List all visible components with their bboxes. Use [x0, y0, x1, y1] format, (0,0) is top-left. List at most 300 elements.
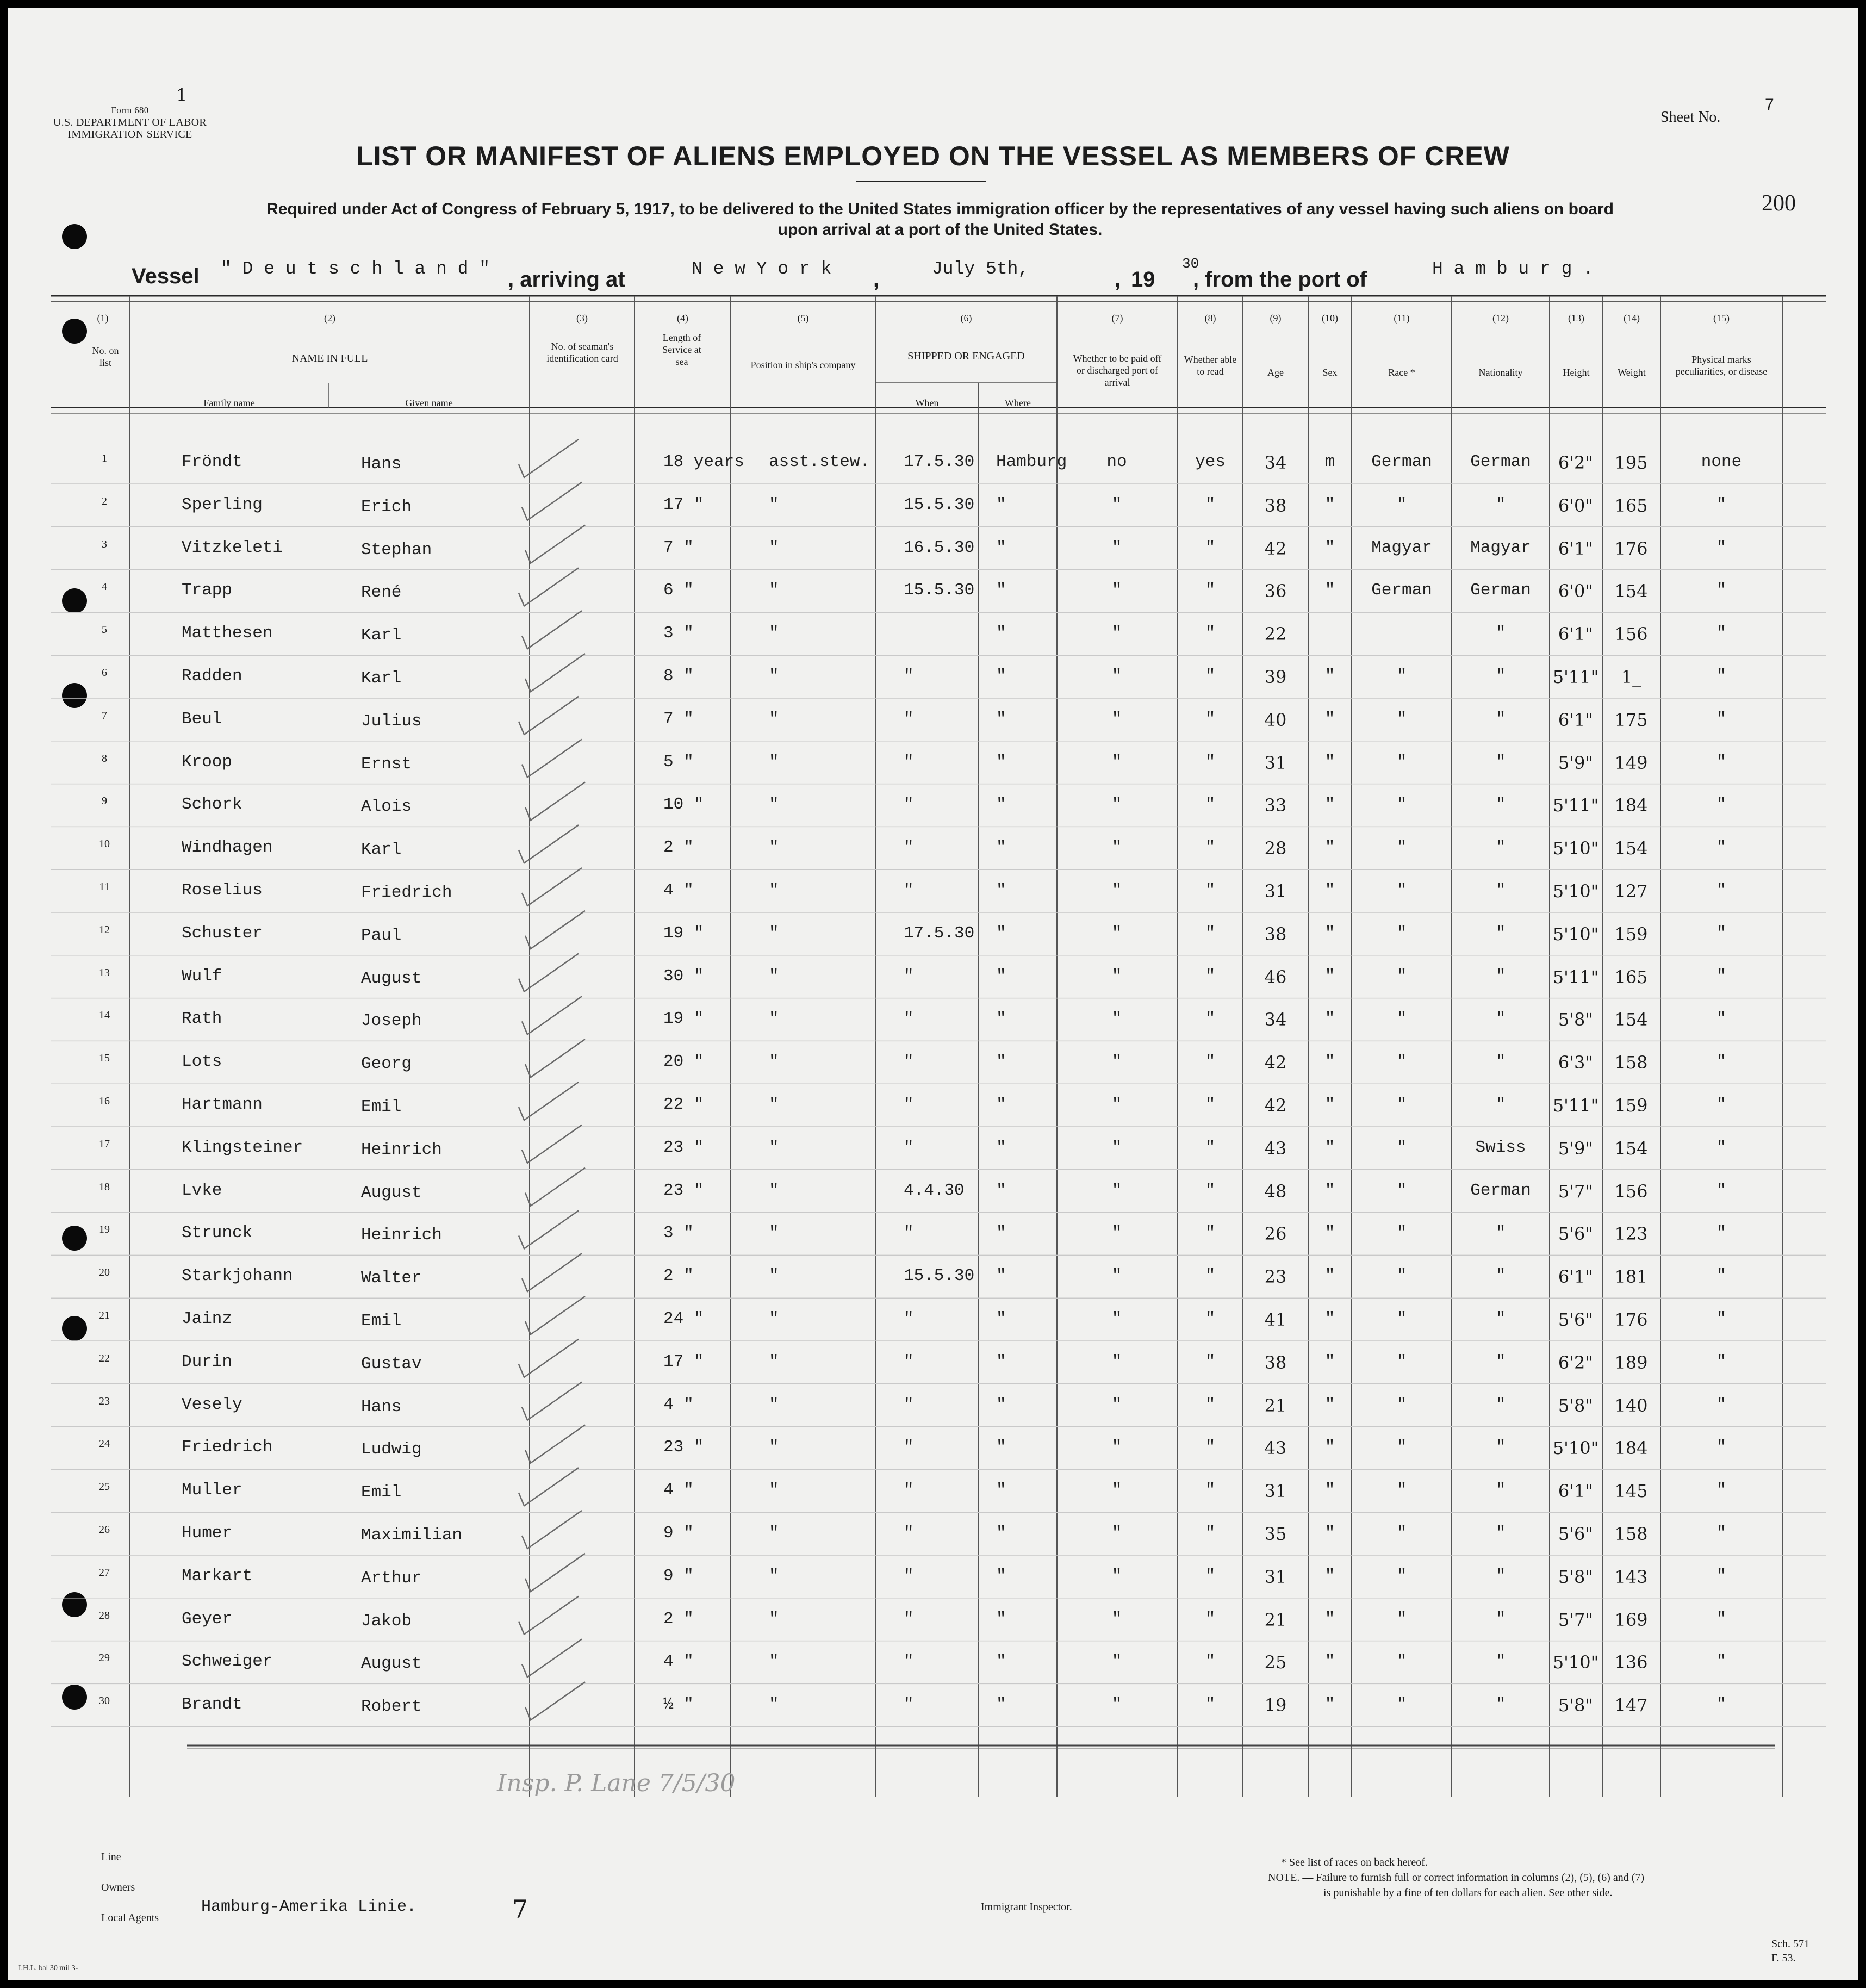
nationality-cell: " [1495, 495, 1506, 514]
family-name-cell: Sperling [182, 495, 263, 514]
physical-marks-cell: " [1716, 1395, 1727, 1414]
age-cell: 42 [1264, 538, 1287, 559]
sex-cell: " [1324, 1266, 1335, 1286]
weight-cell: 127 [1614, 881, 1648, 902]
physical-marks-cell: " [1716, 709, 1727, 729]
able-to-read-cell: " [1205, 752, 1216, 772]
height-cell: 5'6" [1558, 1309, 1594, 1330]
physical-marks-cell: " [1716, 624, 1727, 643]
age-cell: 23 [1264, 1266, 1287, 1288]
weight-cell: 154 [1614, 1138, 1648, 1159]
col-header-height-num: (13) [1568, 313, 1584, 324]
check-mark [525, 1039, 585, 1077]
sex-cell: " [1324, 495, 1335, 514]
service-length-cell: 23 " [663, 1181, 704, 1200]
sex-cell: " [1324, 1138, 1335, 1157]
able-to-read-cell: " [1205, 624, 1216, 643]
race-cell: " [1396, 881, 1407, 900]
family-name-cell: Rath [182, 1009, 222, 1029]
paid-off-cell: " [1111, 1266, 1122, 1286]
weight-cell: 147 [1614, 1695, 1648, 1716]
nationality-cell: " [1495, 1438, 1506, 1457]
check-mark [525, 525, 585, 563]
paid-off-cell: " [1111, 923, 1122, 943]
service-length-cell: 22 " [663, 1095, 704, 1114]
paid-off-cell: " [1111, 881, 1122, 900]
nationality-cell: " [1495, 1566, 1506, 1586]
check-mark [519, 439, 579, 477]
shipped-when-cell: " [904, 1609, 914, 1629]
shipped-when-cell: " [904, 1652, 914, 1672]
shipped-where-cell: " [996, 1266, 1006, 1286]
check-mark [519, 954, 579, 992]
row-number-cell: 2 [102, 495, 107, 507]
nationality-cell: " [1495, 1695, 1506, 1714]
family-name-cell: Klingsteiner [182, 1138, 303, 1157]
height-cell: 6'1" [1558, 1481, 1594, 1502]
race-cell: " [1396, 1395, 1407, 1414]
position-cell: " [769, 1566, 779, 1586]
able-to-read-cell: yes [1195, 452, 1226, 471]
given-name-cell: August [361, 1183, 422, 1202]
row-number-cell: 11 [99, 881, 110, 893]
sex-cell: " [1324, 752, 1335, 772]
position-cell: " [769, 1266, 779, 1286]
sex-cell: " [1324, 1309, 1335, 1328]
shipped-where-cell: " [996, 1352, 1006, 1371]
races-note: * See list of races on back hereof. [1281, 1856, 1428, 1868]
position-cell: " [769, 1395, 779, 1414]
row-number-cell: 16 [99, 1095, 110, 1107]
paid-off-cell: " [1111, 581, 1122, 600]
physical-marks-cell: " [1716, 1609, 1727, 1629]
nationality-cell: " [1495, 1352, 1506, 1371]
shipped-where-cell: " [996, 538, 1006, 557]
note-line: is punishable by a fine of ten dollars for each alien. See other side. [1323, 1887, 1613, 1899]
able-to-read-cell: " [1205, 1009, 1216, 1029]
physical-marks-cell: " [1716, 1438, 1727, 1457]
paid-off-cell: " [1111, 1609, 1122, 1629]
service-length-cell: 8 " [663, 667, 694, 686]
position-cell: " [769, 538, 779, 557]
physical-marks-cell: " [1716, 1524, 1727, 1543]
shipped-when-cell: " [904, 881, 914, 900]
able-to-read-cell: " [1205, 1524, 1216, 1543]
shipped-when-cell: " [904, 752, 914, 772]
col-header-name-num: (2) [324, 313, 335, 324]
age-cell: 28 [1264, 838, 1287, 859]
check-mark [522, 1639, 582, 1677]
shipped-when-cell: " [904, 795, 914, 815]
col-header-weight-label: Weight [1618, 367, 1646, 378]
col-header-race-label: Race * [1388, 367, 1415, 378]
race-cell: " [1396, 1524, 1407, 1543]
weight-cell: 154 [1614, 581, 1648, 602]
service-length-cell: 24 " [663, 1309, 704, 1328]
col-header-paid-num: (7) [1111, 313, 1123, 324]
sex-cell: " [1324, 1566, 1335, 1586]
check-mark [522, 996, 582, 1034]
position-cell: " [769, 667, 779, 686]
position-cell: " [769, 495, 779, 514]
race-cell: " [1396, 1052, 1407, 1072]
given-name-cell: Emil [361, 1312, 402, 1331]
family-name-cell: Schork [182, 795, 242, 815]
nationality-cell: German [1470, 1181, 1531, 1200]
race-cell: " [1396, 1352, 1407, 1371]
sex-cell: m [1324, 452, 1335, 471]
paid-off-cell: " [1111, 1181, 1122, 1200]
check-mark [525, 1296, 585, 1334]
able-to-read-cell: " [1205, 1652, 1216, 1672]
sex-cell: " [1324, 1652, 1335, 1672]
service-length-cell: 23 " [663, 1438, 704, 1457]
age-cell: 31 [1264, 752, 1287, 773]
age-cell: 25 [1264, 1652, 1287, 1673]
weight-cell: 169 [1614, 1609, 1648, 1630]
given-name-cell: Joseph [361, 1011, 422, 1031]
col-header-service-num: (4) [677, 313, 688, 324]
family-name-cell: Schuster [182, 923, 263, 943]
row-number-cell: 26 [99, 1524, 110, 1536]
service-length-cell: 2 " [663, 1609, 694, 1629]
height-cell: 6'2" [1558, 452, 1594, 473]
col-header-shipped-num: (6) [960, 313, 972, 324]
arriving-label: , arriving at [508, 268, 625, 291]
race-cell: " [1396, 1438, 1407, 1457]
position-cell: " [769, 1181, 779, 1200]
col-header-paid-label: Whether to be paid off or discharged port of arrival [1073, 353, 1162, 388]
height-cell: 5'7" [1558, 1181, 1594, 1202]
age-cell: 42 [1264, 1095, 1287, 1116]
paid-off-cell: " [1111, 1695, 1122, 1714]
weight-cell: 158 [1614, 1052, 1648, 1073]
year-prefix: 19 [1131, 268, 1155, 291]
row-number-cell: 15 [99, 1052, 110, 1065]
age-cell: 41 [1264, 1309, 1287, 1330]
able-to-read-cell: " [1205, 495, 1216, 514]
check-mark [519, 1082, 579, 1120]
col-header-card-label: No. of seaman's identification card [546, 341, 618, 364]
height-cell: 5'6" [1558, 1524, 1594, 1544]
vessel-name: " D e u t s c h l a n d " [221, 259, 490, 279]
sheet-number-label: Sheet No. [1660, 109, 1721, 126]
physical-marks-cell: " [1716, 752, 1727, 772]
shipped-where-cell: " [996, 838, 1006, 858]
check-mark [525, 1425, 585, 1463]
height-cell: 5'10" [1552, 838, 1599, 859]
line-label: Line [101, 1851, 121, 1863]
col-header-height-label: Height [1563, 367, 1590, 378]
position-cell: " [769, 624, 779, 643]
weight-cell: 159 [1614, 923, 1648, 945]
height-cell: 5'11" [1552, 1095, 1599, 1116]
shipped-when-cell: " [904, 1566, 914, 1586]
col-header-weight-num: (14) [1624, 313, 1640, 324]
race-cell: " [1396, 1566, 1407, 1586]
shipped-where-cell: " [996, 495, 1006, 514]
position-cell: " [769, 881, 779, 900]
form-code: F. 53. [1771, 1952, 1796, 1964]
race-cell: " [1396, 1309, 1407, 1328]
age-cell: 21 [1264, 1395, 1287, 1416]
service-length-cell: 20 " [663, 1052, 704, 1072]
corner-mark: 1 [176, 85, 188, 105]
height-cell: 5'10" [1552, 1438, 1599, 1459]
given-name-cell: Emil [361, 1483, 402, 1502]
shipped-when-cell: " [904, 1352, 914, 1371]
sex-cell: " [1324, 923, 1335, 943]
col-header-position-label: Position in ship's company [750, 359, 856, 370]
able-to-read-cell: " [1205, 1138, 1216, 1157]
shipped-where-cell: " [996, 581, 1006, 600]
physical-marks-cell: none [1701, 452, 1742, 471]
able-to-read-cell: " [1205, 966, 1216, 986]
given-name-cell: Emil [361, 1097, 402, 1116]
given-name-cell: Karl [361, 669, 402, 688]
given-name-cell: Ernst [361, 754, 412, 774]
age-cell: 38 [1264, 1352, 1287, 1373]
check-mark [519, 1468, 579, 1506]
race-cell: " [1396, 1009, 1407, 1029]
position-cell: " [769, 581, 779, 600]
nationality-cell: " [1495, 1266, 1506, 1286]
service-length-cell: 17 " [663, 1352, 704, 1371]
subtitle-line: upon arrival at a port of the United States. [778, 221, 1103, 239]
weight-cell: 1_ [1621, 667, 1641, 687]
nationality-cell: " [1495, 1009, 1506, 1029]
race-cell: German [1371, 581, 1432, 600]
nationality-cell: " [1495, 1223, 1506, 1243]
check-mark [519, 1210, 579, 1248]
given-name-cell: Friedrich [361, 883, 452, 902]
age-cell: 34 [1264, 452, 1287, 473]
weight-cell: 149 [1614, 752, 1648, 773]
col-header-position-num: (5) [797, 313, 809, 324]
age-cell: 48 [1264, 1181, 1287, 1202]
race-cell: " [1396, 1609, 1407, 1629]
sex-cell: " [1324, 881, 1335, 900]
age-cell: 46 [1264, 966, 1287, 987]
service-length-cell: 18 years [663, 452, 744, 471]
row-number-cell: 9 [102, 795, 107, 807]
service-length-cell: 17 " [663, 495, 704, 514]
shipped-when-cell: " [904, 1095, 914, 1114]
paid-off-cell: " [1111, 966, 1122, 986]
given-name-cell: Ludwig [361, 1440, 422, 1459]
given-name-cell: Hans [361, 1397, 402, 1417]
position-cell: " [769, 795, 779, 815]
weight-cell: 156 [1614, 624, 1648, 645]
sex-cell: " [1324, 1524, 1335, 1543]
shipped-where-cell: " [996, 1095, 1006, 1114]
col-header-when: When [915, 397, 939, 408]
nationality-cell: " [1495, 966, 1506, 986]
able-to-read-cell: " [1205, 923, 1216, 943]
row-number-cell: 17 [99, 1138, 110, 1150]
sex-cell: " [1324, 1438, 1335, 1457]
nationality-cell: German [1470, 452, 1531, 471]
shipped-where-cell: " [996, 1695, 1006, 1714]
height-cell: 5'11" [1552, 667, 1599, 687]
service-length-cell: 9 " [663, 1566, 694, 1586]
print-code: I.H.L. bal 30 mil 3- [18, 1964, 78, 1972]
service-length-cell: ½ " [663, 1695, 694, 1714]
nationality-cell: " [1495, 1609, 1506, 1629]
check-mark [519, 825, 579, 863]
physical-marks-cell: " [1716, 667, 1727, 686]
paid-off-cell: " [1111, 1138, 1122, 1157]
given-name-cell: Heinrich [361, 1140, 442, 1159]
position-cell: " [769, 1095, 779, 1114]
family-name-cell: Markart [182, 1566, 253, 1586]
age-cell: 35 [1264, 1524, 1287, 1544]
sex-cell: " [1324, 1052, 1335, 1072]
service-length-cell: 5 " [663, 752, 694, 772]
physical-marks-cell: " [1716, 1481, 1727, 1500]
race-cell: " [1396, 1266, 1407, 1286]
row-number-cell: 5 [102, 624, 107, 636]
height-cell: 6'1" [1558, 624, 1594, 645]
family-name-cell: Starkjohann [182, 1266, 293, 1286]
sex-cell: " [1324, 1609, 1335, 1629]
service-length-cell: 4 " [663, 1652, 694, 1672]
shipped-when-cell: " [904, 709, 914, 729]
physical-marks-cell: " [1716, 1652, 1727, 1672]
height-cell: 6'1" [1558, 538, 1594, 559]
physical-marks-cell: " [1716, 966, 1727, 986]
col-header-read-label: Whether able to read [1184, 354, 1237, 377]
page-number: 200 [1762, 191, 1796, 216]
height-cell: 6'0" [1558, 581, 1594, 602]
height-cell: 6'2" [1558, 1352, 1594, 1373]
shipped-when-cell: " [904, 1481, 914, 1500]
shipped-when-cell: " [904, 1524, 914, 1543]
service-length-cell: 30 " [663, 966, 704, 986]
nationality-cell: " [1495, 838, 1506, 858]
position-cell: " [769, 1695, 779, 1714]
family-name-cell: Vitzkeleti [182, 538, 283, 557]
from-port: H a m b u r g . [1432, 259, 1594, 279]
given-name-cell: Maximilian [361, 1526, 463, 1545]
weight-cell: 184 [1614, 795, 1648, 816]
sheet-number-value: 7 [1765, 96, 1774, 114]
age-cell: 42 [1264, 1052, 1287, 1073]
family-name-cell: Muller [182, 1481, 242, 1500]
age-cell: 43 [1264, 1138, 1287, 1159]
able-to-read-cell: " [1205, 1095, 1216, 1114]
check-mark [525, 1554, 585, 1592]
shipped-where-cell: " [996, 1138, 1006, 1157]
given-name-cell: Jakob [361, 1611, 412, 1631]
department-name: U.S. DEPARTMENT OF LABOR [53, 116, 207, 128]
nationality-cell: " [1495, 752, 1506, 772]
given-name-cell: René [361, 583, 402, 602]
position-cell: asst.stew. [769, 452, 870, 471]
height-cell: 5'8" [1558, 1695, 1594, 1716]
physical-marks-cell: " [1716, 1009, 1727, 1029]
nationality-cell: German [1470, 581, 1531, 600]
physical-marks-cell: " [1716, 881, 1727, 900]
physical-marks-cell: " [1716, 795, 1727, 815]
shipped-where-cell: " [996, 667, 1006, 686]
row-number-cell: 13 [99, 966, 110, 979]
paid-off-cell: " [1111, 1524, 1122, 1543]
paid-off-cell: " [1111, 752, 1122, 772]
physical-marks-cell: " [1716, 1309, 1727, 1328]
position-cell: " [769, 1481, 779, 1500]
shipped-when-cell: " [904, 1438, 914, 1457]
sex-cell: " [1324, 709, 1335, 729]
family-name-cell: Brandt [182, 1695, 242, 1714]
row-number-cell: 20 [99, 1266, 110, 1279]
shipped-when-cell: " [904, 667, 914, 686]
height-cell: 5'8" [1558, 1566, 1594, 1587]
service-name: IMMIGRATION SERVICE [67, 128, 192, 140]
row-number-cell: 8 [102, 752, 107, 765]
shipped-when-cell: " [904, 966, 914, 986]
check-mark [522, 868, 582, 906]
subtitle-line: Required under Act of Congress of February 5, 1917, to be delivered to the United States immigration officer by the representatives of any vessel having such aliens on board [266, 200, 1614, 218]
position-cell: " [769, 1352, 779, 1371]
position-cell: " [769, 1052, 779, 1072]
family-name-cell: Lvke [182, 1181, 222, 1200]
physical-marks-cell: " [1716, 1695, 1727, 1714]
service-length-cell: 2 " [663, 1266, 694, 1286]
arriving-port: N e w Y o r k [692, 259, 832, 279]
arrival-date: July 5th, [932, 259, 1029, 279]
race-cell: " [1396, 795, 1407, 815]
sex-cell: " [1324, 1352, 1335, 1371]
nationality-cell: " [1495, 795, 1506, 815]
from-port-label: , from the port of [1193, 268, 1367, 291]
row-number-cell: 6 [102, 667, 107, 679]
height-cell: 5'11" [1552, 966, 1599, 987]
shipped-where-cell: " [996, 1223, 1006, 1243]
weight-cell: 184 [1614, 1438, 1648, 1459]
able-to-read-cell: " [1205, 667, 1216, 686]
shipped-where-cell: " [996, 966, 1006, 986]
height-cell: 6'1" [1558, 709, 1594, 730]
shipped-where-cell: " [996, 1609, 1006, 1629]
nationality-cell: " [1495, 881, 1506, 900]
nationality-cell: " [1495, 667, 1506, 686]
local-agents-value: Hamburg-Amerika Linie. [201, 1898, 417, 1916]
sex-cell: " [1324, 795, 1335, 815]
service-length-cell: 19 " [663, 923, 704, 943]
able-to-read-cell: " [1205, 538, 1216, 557]
nationality-cell: " [1495, 1395, 1506, 1414]
race-cell: " [1396, 1095, 1407, 1114]
able-to-read-cell: " [1205, 1395, 1216, 1414]
given-name-cell: Julius [361, 711, 422, 731]
weight-cell: 165 [1614, 966, 1648, 987]
page-title: LIST OR MANIFEST OF ALIENS EMPLOYED ON THE VESSEL AS MEMBERS OF CREW [356, 141, 1510, 171]
weight-cell: 176 [1614, 1309, 1648, 1330]
shipped-where-cell: " [996, 881, 1006, 900]
family-name-cell: Trapp [182, 581, 233, 600]
physical-marks-cell: " [1716, 1052, 1727, 1072]
family-name-cell: Hartmann [182, 1095, 263, 1114]
age-cell: 40 [1264, 709, 1287, 730]
physical-marks-cell: " [1716, 1095, 1727, 1114]
position-cell: " [769, 752, 779, 772]
weight-cell: 123 [1614, 1223, 1648, 1245]
given-name-cell: Walter [361, 1269, 422, 1288]
age-cell: 43 [1264, 1438, 1287, 1459]
physical-marks-cell: " [1716, 1138, 1727, 1157]
weight-cell: 165 [1614, 495, 1648, 516]
